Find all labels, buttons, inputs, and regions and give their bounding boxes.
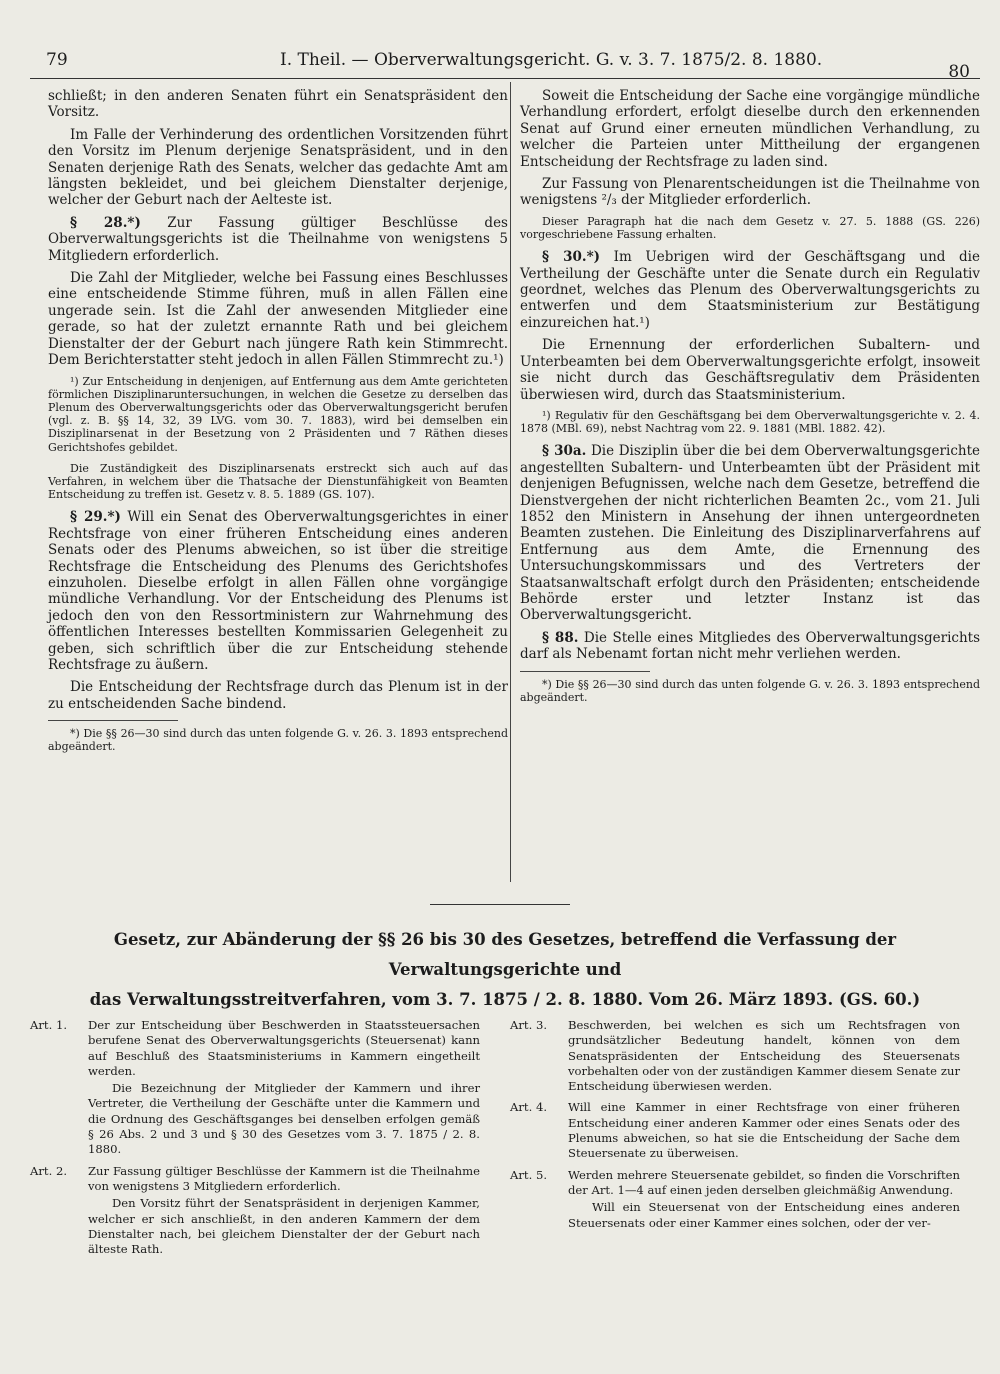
section-divider	[430, 904, 570, 905]
article-number: Art. 5.	[510, 1167, 548, 1182]
column-divider	[510, 82, 511, 882]
article-text: Will eine Kammer in einer Rechtsfrage von einer früheren Entscheidung einer anderen Kammer oder eines Senats oder des Plenums abweichen, so hat sie die Entscheidung der Sache dem Steuersenate zu überweisen.	[568, 1100, 960, 1161]
footnote: *) Die §§ 26—30 sind durch das unten folgende G. v. 26. 3. 1893 entsprechend abgeändert.	[48, 727, 508, 754]
section-28	[48, 215, 508, 264]
article-number: Art. 1.	[30, 1018, 68, 1032]
article	[30, 1018, 480, 1158]
footnote-rule	[520, 671, 650, 672]
footnote: ¹) Regulativ für den Geschäftsgang bei dem Oberverwaltungsgerichte v. 2. 4. 1878 (MBl. 69), nebst Nachtrag vom 22. 9. 1881 (MBl. 1882. 42).	[520, 408, 980, 436]
articles-right	[510, 1018, 960, 1237]
footnote: Dieser Paragraph hat die nach dem Gesetz v. 27. 5. 1888 (GS. 226) vorgeschriebene Fassung erhalten.	[520, 214, 980, 242]
section-text: Die Stelle eines Mitgliedes des Oberverwaltungsgerichts darf als Nebenamt fortan nicht mehr verliehen werden.	[520, 629, 980, 663]
law-title-line-2: das Verwaltungsstreitverfahren, vom 3. 7. 1875 / 2. 8. 1880. Vom 26. März 1893. (GS. 60.)	[89, 990, 921, 1009]
article-text: Beschwerden, bei welchen es sich um Rechtsfragen von grundsätzlicher Bedeutung handelt, können von dem Senatspräsidenten der Entscheidung des Steuersenats vorbehalten oder von der zuständigen Kammer diesem Senate zur Entscheidung überwiesen werden.	[568, 1018, 960, 1094]
law-title	[30, 925, 980, 1015]
article-continuation: Den Vorsitz führt der Senatspräsident in derjenigen Kammer, welcher er sich anschließt, in den anderen Kammern der dem Dienstalter nach, bei gleichem Dienstalter der der Geburt nach älteste Rath.	[88, 1196, 480, 1257]
footnote: ¹) Zur Entscheidung in denjenigen, auf Entfernung aus dem Amte gerichteten förmlichen Disziplinaruntersuchungen, in welchen die Gesetze zu derselben das Plenum des Oberverwaltungsgerichts oder das Oberverwaltungsgericht berufen (vgl. z. B. §§ 14, 32, 39 LVG. vom 30. 7. 1883), wird bei demselben ein Disziplinarsenat in der Besetzung von 2 Präsidenten und 7 Räthen dieses Gerichtshofes gebildet.	[48, 374, 508, 454]
running-header	[30, 48, 980, 82]
section-29	[48, 509, 508, 673]
article	[510, 1100, 960, 1161]
section-88	[520, 630, 980, 663]
section-text: Die Disziplin über die bei dem Oberverwaltungsgerichte angestellten Subaltern- und Unterbeamten übt der Präsident mit denjenigen Befugnissen, welche nach dem Gesetze, betreffend die Dienstvergehen der nicht richterlichen Beamten 2c., vom 21. Juli 1852 den Ministern in Ansehung der ihnen untergeordneten Beamten zustehen. Die Einleitung des Disziplinarverfahrens auf Entfernung aus dem Amte, die Ernennung des Untersuchungskommissars und des Vertreters der Staatsanwaltschaft erfolgt durch den Präsidenten; entscheidende Behörde erster und letzter Instanz ist das Oberverwaltungsgericht.	[520, 443, 980, 624]
article-continuation: Die Bezeichnung der Mitglieder der Kammern und ihrer Vertreter, die Vertheilung der Geschäfte unter die Kammern und die Ordnung des Geschäftsganges bei denselben erfolgen gemäß § 26 Abs. 2 und 3 und § 30 des Gesetzes vom 3. 7. 1875 / 2. 8. 1880.	[88, 1081, 480, 1157]
article-number: Art. 4.	[510, 1100, 548, 1115]
section-number: § 88.	[542, 629, 579, 646]
article-text: Der zur Entscheidung über Beschwerden in Staatssteuersachen berufene Senat des Oberverwaltungsgerichts (Steuersenat) kann auf Beschluß des Staatsministeriums in Kammern eingetheilt werden.	[88, 1018, 480, 1078]
article-number: Art. 3.	[510, 1018, 548, 1032]
page-number-left: 79	[46, 50, 68, 70]
section-number: § 30a.	[542, 443, 587, 460]
section-number: § 28.*)	[70, 214, 141, 231]
section-text: Will ein Senat des Oberverwaltungsgerichtes in einer Rechtsfrage von einer früheren Entscheidung eines anderen Senats oder des Plenums abweichen, so ist über die streitige Rechtsfrage die Entscheidung des Plenums des Gerichtshofes einzuholen. Dieselbe erfolgt in allen Fällen ohne vorgängige mündliche Verhandlung. Vor der Entscheidung des Plenums ist jedoch den von den Ressortministern zur Wahrnehmung des öffentlichen Interesses bestellten Kommissarien Gelegenheit zu geben, sich schriftlich über die zur Entscheidung stehende Rechtsfrage zu äußern.	[48, 509, 508, 673]
article	[510, 1018, 960, 1094]
paragraph: Im Falle der Verhinderung des ordentlichen Vorsitzenden führt den Vorsitz im Plenum derjenige Senatspräsident, und in den Senaten derjenige Rath des Senats, welcher das gedachte Amt am längsten bekleidet, und bei gleichem Dienstalter derjenige, welcher der Geburt nach der Aelteste ist.	[48, 126, 508, 209]
paragraph: Zur Fassung von Plenarentscheidungen ist die Theilnahme von wenigstens ²/₃ der Mitglieder erforderlich.	[520, 176, 980, 209]
right-column	[520, 88, 980, 712]
section-30a	[520, 443, 980, 623]
law-title-line-1: Gesetz, zur Abänderung der §§ 26 bis 30 des Gesetzes, betreffend die Verfassung der Verwaltungsgerichte und	[113, 930, 897, 979]
article	[30, 1164, 480, 1258]
section-number: § 29.*)	[70, 509, 121, 526]
footnote: Die Zuständigkeit des Disziplinarsenats erstreckt sich auch auf das Verfahren, in welchem über die Thatsache der Dienstunfähigkeit von Beamten Entscheidung zu treffen ist. Gesetz v. 8. 5. 1889 (GS. 107).	[48, 461, 508, 502]
section-30	[520, 249, 980, 331]
left-column	[48, 88, 508, 762]
paragraph: Die Ernennung der erforderlichen Subaltern- und Unterbeamten bei dem Oberverwaltungsgerichte erfolgt, insoweit sie nicht durch das Geschäftsregulativ dem Präsidenten überwiesen wird, durch das Staatsministerium.	[520, 337, 980, 403]
paragraph: Die Entscheidung der Rechtsfrage durch das Plenum ist in der zu entscheidenden Sache bindend.	[48, 679, 508, 712]
articles-left	[30, 1018, 480, 1263]
article-text: Zur Fassung gültiger Beschlüsse der Kammern ist die Theilnahme von wenigstens 3 Mitgliedern erforderlich.	[88, 1163, 480, 1193]
section-number: § 30.*)	[542, 249, 601, 266]
footnote: *) Die §§ 26—30 sind durch das unten folgende G. v. 26. 3. 1893 entsprechend abgeändert.	[520, 677, 980, 704]
article-continuation: Will ein Steuersenat von der Entscheidung eines anderen Steuersenats oder einer Kammer eines solchen, oder der ver-	[568, 1200, 960, 1230]
running-title: I. Theil. — Oberverwaltungsgericht. G. v. 3. 7. 1875/2. 8. 1880.	[280, 50, 823, 70]
section-text: Zur Fassung gültiger Beschlüsse des Oberverwaltungsgerichts ist die Theilnahme von wenigstens 5 Mitgliedern erforderlich.	[48, 214, 508, 264]
section-text: Im Uebrigen wird der Geschäftsgang und die Vertheilung der Geschäfte unter die Senate durch ein Regulativ geordnet, welches das Plenum des Oberverwaltungsgerichts zu entwerfen und dem Staatsministerium zur Bestätigung einzureichen hat.¹)	[520, 249, 980, 331]
article-number: Art. 2.	[30, 1163, 68, 1178]
paragraph: Soweit die Entscheidung der Sache eine vorgängige mündliche Verhandlung erfordert, erfolgt dieselbe durch den erkennenden Senat auf Grund einer erneuten mündlichen Verhandlung, zu welcher die Parteien unter Mittheilung der ergangenen Entscheidung der Rechtsfrage zu laden sind.	[520, 88, 980, 170]
page-number-right: 80	[948, 62, 970, 82]
article	[510, 1168, 960, 1231]
header-rule	[30, 78, 980, 79]
footnote-rule	[48, 720, 178, 721]
paragraph: Die Zahl der Mitglieder, welche bei Fassung eines Beschlusses eine entscheidende Stimme führen, muß in allen Fällen eine ungerade sein. Ist die Zahl der anwesenden Mitglieder eine gerade, so hat der zuletzt ernannte Rath und bei gleichem Dienstalter der der Geburt nach jüngere Rath kein Stimmrecht. Dem Berichterstatter steht jedoch in allen Fällen Stimmrecht zu.¹)	[48, 270, 508, 369]
article-text: Werden mehrere Steuersenate gebildet, so finden die Vorschriften der Art. 1—4 auf einen jeden derselben gleichmäßig Anwendung.	[568, 1167, 960, 1197]
paragraph: schließt; in den anderen Senaten führt ein Senatspräsident den Vorsitz.	[48, 88, 508, 121]
